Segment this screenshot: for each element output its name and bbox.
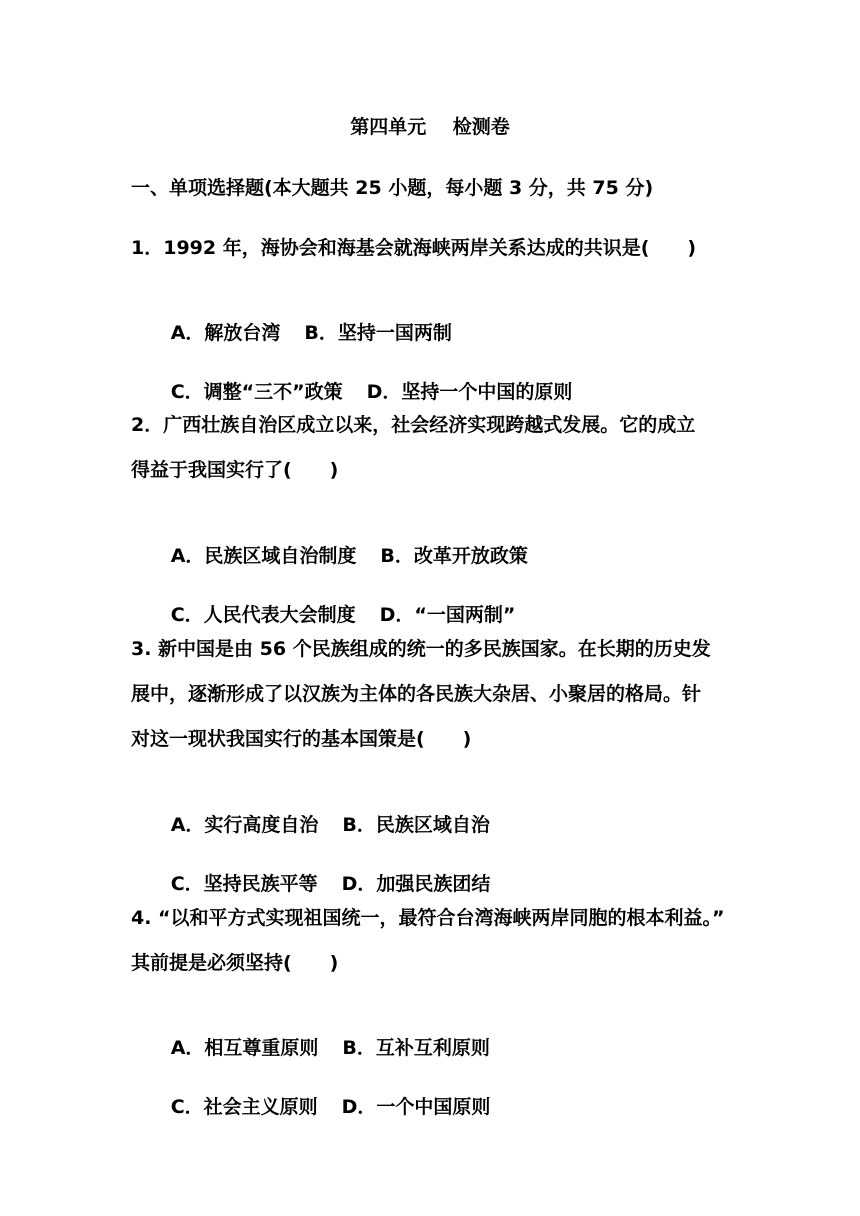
option-c[interactable]: C．社会主义原则	[170, 1096, 318, 1118]
option-d[interactable]: D．坚持一个中国的原则	[366, 381, 573, 403]
section-heading: 一、单项选择题(本大题共 25 小题，每小题 3 分，共 75 分)	[131, 177, 654, 199]
question-stem-line: 3. 新中国是由 56 个民族组成的统一的多民族国家。在长期的历史发	[131, 638, 711, 660]
option-d[interactable]: D．一个中国原则	[341, 1096, 491, 1118]
question-stem-line: 对这一现状我国实行的基本国策是( )	[131, 728, 472, 750]
option-d[interactable]: D．加强民族团结	[341, 873, 491, 895]
option-b[interactable]: B．民族区域自治	[342, 814, 490, 836]
option-c[interactable]: C．人民代表大会制度	[170, 604, 356, 626]
question-stem-line: 其前提是必须坚持( )	[131, 952, 339, 974]
option-a[interactable]: A．民族区域自治制度	[170, 545, 357, 567]
option-a[interactable]: A．实行高度自治	[170, 814, 319, 836]
option-d[interactable]: D．“一国两制”	[379, 604, 516, 626]
option-a[interactable]: A．相互尊重原则	[170, 1037, 319, 1059]
option-b[interactable]: B．改革开放政策	[380, 545, 528, 567]
option-b[interactable]: B．坚持一国两制	[304, 322, 452, 344]
question-stem-line: 4. “以和平方式实现祖国统一，最符合台湾海峡两岸同胞的根本利益。”	[131, 907, 725, 929]
question-stem-line: 2．广西壮族自治区成立以来，社会经济实现跨越式发展。它的成立	[131, 414, 696, 436]
option-row	[131, 1068, 490, 1146]
option-b[interactable]: B．互补互利原则	[342, 1037, 490, 1059]
question-stem-line: 展中，逐渐形成了以汉族为主体的各民族大杂居、小聚居的格局。针	[131, 683, 702, 705]
option-a[interactable]: A．解放台湾	[170, 322, 281, 344]
question-stem-line: 1．1992 年，海协会和海基会就海峡两岸关系达成的共识是( )	[131, 237, 697, 259]
option-c[interactable]: C．调整“三不”政策	[170, 381, 343, 403]
page-title: 第四单元 检测卷	[350, 116, 510, 138]
option-c[interactable]: C．坚持民族平等	[170, 873, 318, 895]
question-stem-line: 得益于我国实行了( )	[131, 459, 339, 481]
